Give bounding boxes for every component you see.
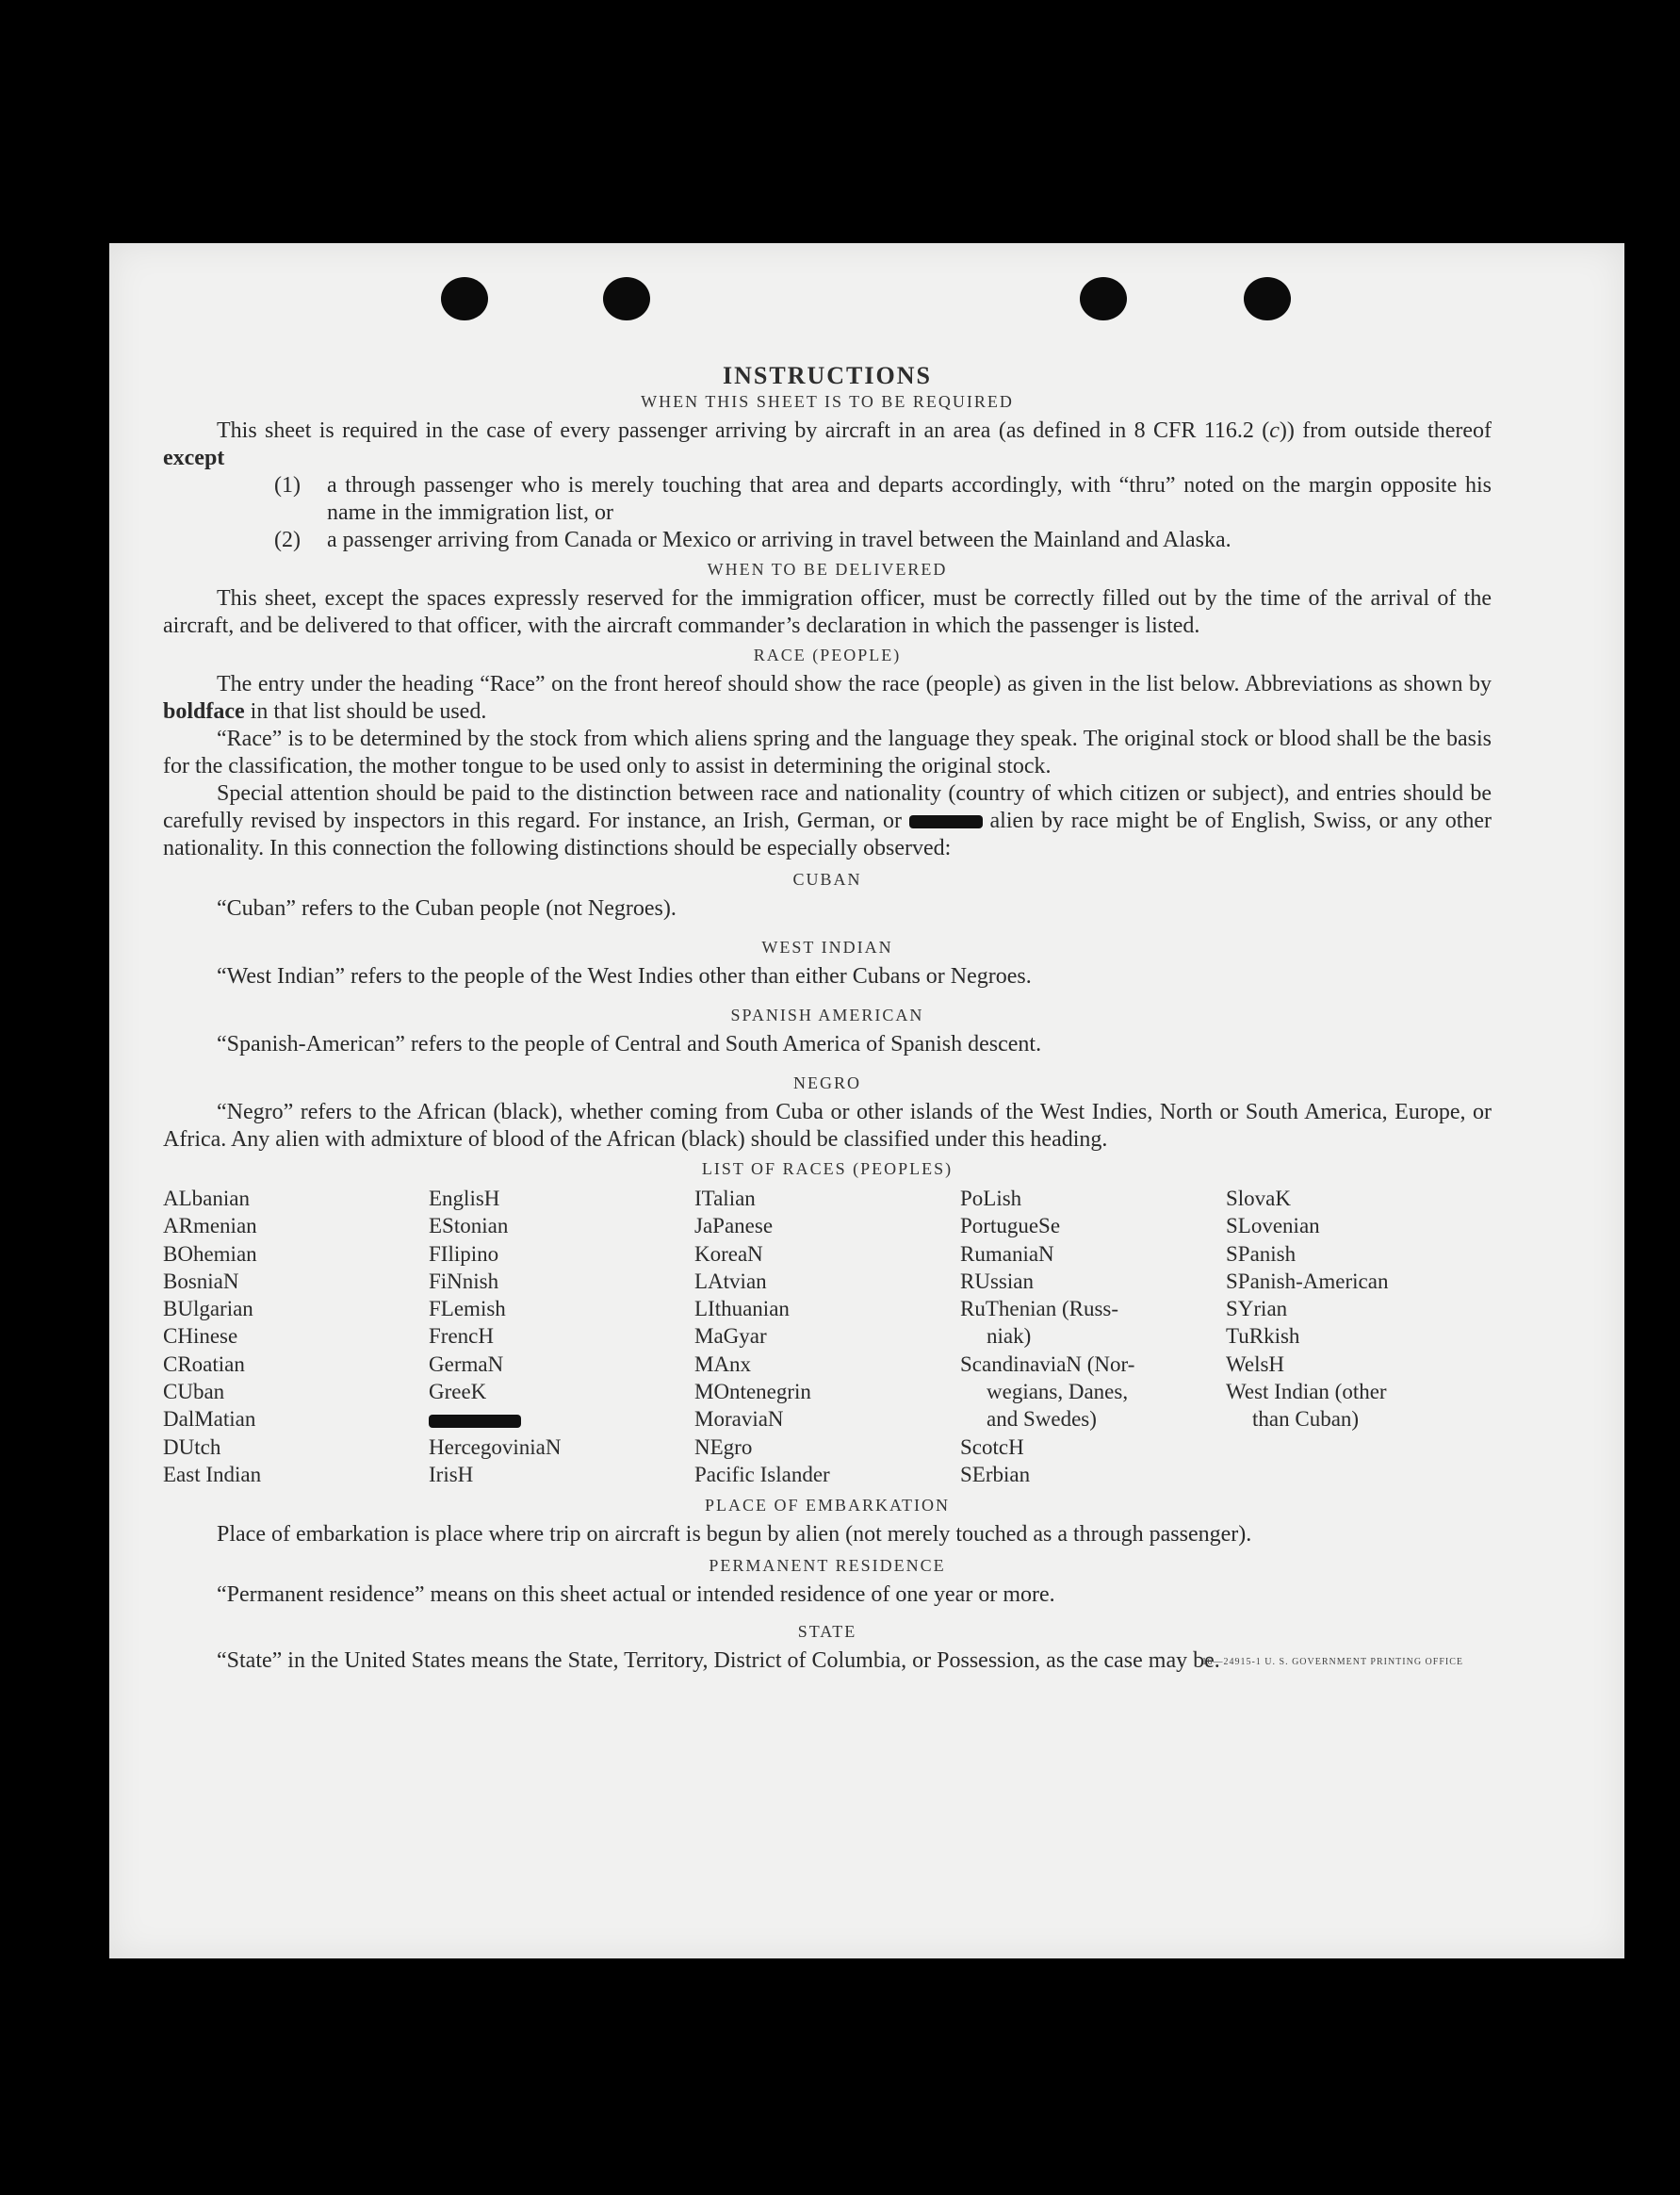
west-indian-text: “West Indian” refers to the people of the West Indies other than either Cubans or Negroes. <box>217 964 1032 989</box>
races-column <box>694 1185 960 1488</box>
race-entry: MaGyar <box>694 1324 767 1349</box>
item-number: (2) <box>274 528 301 552</box>
race-entry: BUlgarian <box>163 1297 253 1321</box>
race-entry: PortugueSe <box>960 1214 1061 1238</box>
race-entry: RuThenian (Russ- <box>960 1297 1119 1321</box>
race-entry: IrisH <box>429 1462 474 1486</box>
when-delivered-text: This sheet, except the spaces expressly reserved for the immigration officer, must be correctly filled out by the time of the arrival of the aircraft, and be delivered to that officer, with the aircraft commander’s declaration in which the passenger is listed. <box>163 586 1492 638</box>
race-entry: CRoatian <box>163 1351 245 1376</box>
race-entry: SErbian <box>960 1462 1031 1486</box>
page-title: INSTRUCTIONS <box>723 362 932 389</box>
race-entry: ARmenian <box>163 1214 257 1238</box>
race-entry: FLemish <box>429 1297 506 1321</box>
race-entry: NEgro <box>694 1434 753 1459</box>
race-entry: BosniaN <box>163 1269 239 1293</box>
race-heading: RACE (PEOPLE) <box>753 646 902 664</box>
race-p1-a: The entry under the heading “Race” on the front hereof should show the race (people) as given in the list below. Abbreviations as shown by <box>217 672 1492 696</box>
item-number: (1) <box>274 473 301 498</box>
race-entry-continuation: niak) <box>987 1324 1032 1349</box>
item-text: a passenger arriving from Canada or Mexico or arriving in travel between the Mainland and Alaska. <box>327 528 1231 552</box>
race-entry: DUtch <box>163 1434 221 1459</box>
race-entry: ScandinaviaN (Nor- <box>960 1351 1135 1376</box>
race-entry-continuation: and Swedes) <box>987 1407 1097 1432</box>
race-entry: RUssian <box>960 1269 1034 1293</box>
race-entry: GreeK <box>429 1380 487 1404</box>
race-paragraph-2: “Race” is to be determined by the stock from which aliens spring and the language they speak. The original stock or blood shall be the basis for the classification, the mother tongue to be used only to assist in determining the original stock. <box>163 727 1492 778</box>
race-entry: MAnx <box>694 1351 752 1376</box>
race-entry: SYrian <box>1226 1297 1288 1321</box>
residence-heading: PERMANENT RESIDENCE <box>709 1556 946 1576</box>
list-item <box>274 472 1492 527</box>
race-paragraph-1 <box>163 671 1492 726</box>
race-p1-bold: boldface <box>163 699 245 724</box>
races-column <box>163 1185 429 1488</box>
redaction-mark <box>429 1415 521 1428</box>
redaction-mark <box>909 815 983 828</box>
race-entry: GermaN <box>429 1351 504 1376</box>
race-entry: JaPanese <box>694 1214 774 1238</box>
race-entry-redacted <box>429 1405 694 1433</box>
race-entry-continuation: than Cuban) <box>1252 1407 1360 1432</box>
instructions-content <box>163 362 1492 1674</box>
punch-hole-3 <box>1080 277 1127 320</box>
race-entry: WelsH <box>1226 1351 1285 1376</box>
race-entry: SPanish <box>1226 1241 1297 1266</box>
intro-italic-c: c <box>1269 418 1280 443</box>
race-paragraph-3 <box>163 780 1492 862</box>
negro-text: “Negro” refers to the African (black), whether coming from Cuba or other islands of the West Indies, North or South America, Europe, or Africa. Any alien with admixture of blood of the African (black) should be classified under this heading. <box>163 1100 1492 1152</box>
document-page <box>109 243 1624 1958</box>
spanish-american-heading: SPANISH AMERICAN <box>730 1006 924 1024</box>
races-column <box>1226 1185 1492 1488</box>
when-required-intro <box>163 418 1492 472</box>
cuban-text: “Cuban” refers to the Cuban people (not Negroes). <box>217 896 677 921</box>
race-entry: RumaniaN <box>960 1241 1054 1266</box>
race-entry: FIlipino <box>429 1241 499 1266</box>
races-list <box>163 1185 1492 1488</box>
race-entry: LAtvian <box>694 1269 767 1293</box>
embarkation-heading: PLACE OF EMBARKATION <box>704 1496 951 1515</box>
race-entry: KoreaN <box>694 1241 763 1266</box>
race-entry: CUban <box>163 1380 225 1404</box>
race-p3-b: alien by race might be of English, Swiss, or any other nationality. In this connection the following distinctions should be especially observed: <box>163 809 1492 860</box>
race-entry: BOhemian <box>163 1241 257 1266</box>
state-text: “State” in the United States means the State, Territory, District of Columbia, or Possession, as the case may be. <box>217 1648 1220 1674</box>
race-entry: ScotcH <box>960 1434 1024 1459</box>
intro-text-b: )) from outside thereof <box>1279 418 1492 443</box>
cuban-heading: CUBAN <box>792 870 862 889</box>
race-entry: HercegoviniaN <box>429 1434 562 1459</box>
list-item <box>274 527 1492 554</box>
negro-heading: NEGRO <box>793 1073 861 1092</box>
race-entry: FrencH <box>429 1324 494 1349</box>
punch-hole-4 <box>1244 277 1291 320</box>
race-entry: PoLish <box>960 1187 1022 1210</box>
intro-text-a: This sheet is required in the case of every passenger arriving by aircraft in an area (as defined in 8 CFR 116.2 ( <box>217 418 1270 443</box>
race-entry: East Indian <box>163 1462 262 1486</box>
punch-hole-1 <box>441 277 488 320</box>
race-entry: EStonian <box>429 1214 509 1238</box>
race-entry: TuRkish <box>1226 1324 1300 1349</box>
race-p1-b: in that list should be used. <box>244 699 487 724</box>
race-entry: SPanish-American <box>1226 1269 1389 1293</box>
when-required-heading: WHEN THIS SHEET IS TO BE REQUIRED <box>641 392 1014 411</box>
race-entry: MOntenegrin <box>694 1380 811 1404</box>
punch-hole-2 <box>603 277 650 320</box>
races-column <box>429 1185 694 1488</box>
race-entry: CHinese <box>163 1324 238 1349</box>
race-entry: West Indian (other <box>1226 1380 1387 1404</box>
race-entry: ITalian <box>694 1187 756 1210</box>
state-heading: STATE <box>797 1622 857 1642</box>
race-entry: SLovenian <box>1226 1214 1320 1238</box>
print-code: 16—24915-1 U. S. GOVERNMENT PRINTING OFFICE <box>1201 1657 1463 1668</box>
race-entry: MoraviaN <box>694 1407 784 1432</box>
race-p3-a: Special attention should be paid to the distinction between race and nationality (country of which citizen or subject), and entries should be carefully revised by inspectors in this regard. For instance, an Irish, German, or <box>163 781 1492 833</box>
intro-except: except <box>163 446 225 470</box>
race-entry: LIthuanian <box>694 1297 790 1321</box>
when-delivered-heading: WHEN TO BE DELIVERED <box>707 560 948 579</box>
race-entry: FiNnish <box>429 1269 499 1293</box>
item-text: a through passenger who is merely touching that area and departs accordingly, with “thru” noted on the margin opposite his name in the immigration list, or <box>327 473 1492 525</box>
embarkation-text: Place of embarkation is place where trip on aircraft is begun by alien (not merely touched as a through passenger). <box>217 1522 1252 1548</box>
list-of-races-heading: LIST OF RACES (PEOPLES) <box>701 1159 954 1178</box>
residence-text: “Permanent residence” means on this sheet actual or intended residence of one year or more. <box>217 1582 1055 1608</box>
race-entry: ALbanian <box>163 1187 250 1210</box>
spanish-american-text: “Spanish-American” refers to the people of Central and South America of Spanish descent. <box>217 1032 1042 1057</box>
race-entry-continuation: wegians, Danes, <box>987 1380 1129 1404</box>
west-indian-heading: WEST INDIAN <box>761 938 893 957</box>
race-entry: DalMatian <box>163 1407 256 1432</box>
races-column <box>960 1185 1226 1488</box>
race-entry: EnglisH <box>429 1187 500 1210</box>
race-entry: Pacific Islander <box>694 1462 830 1486</box>
race-entry: SlovaK <box>1226 1187 1291 1210</box>
